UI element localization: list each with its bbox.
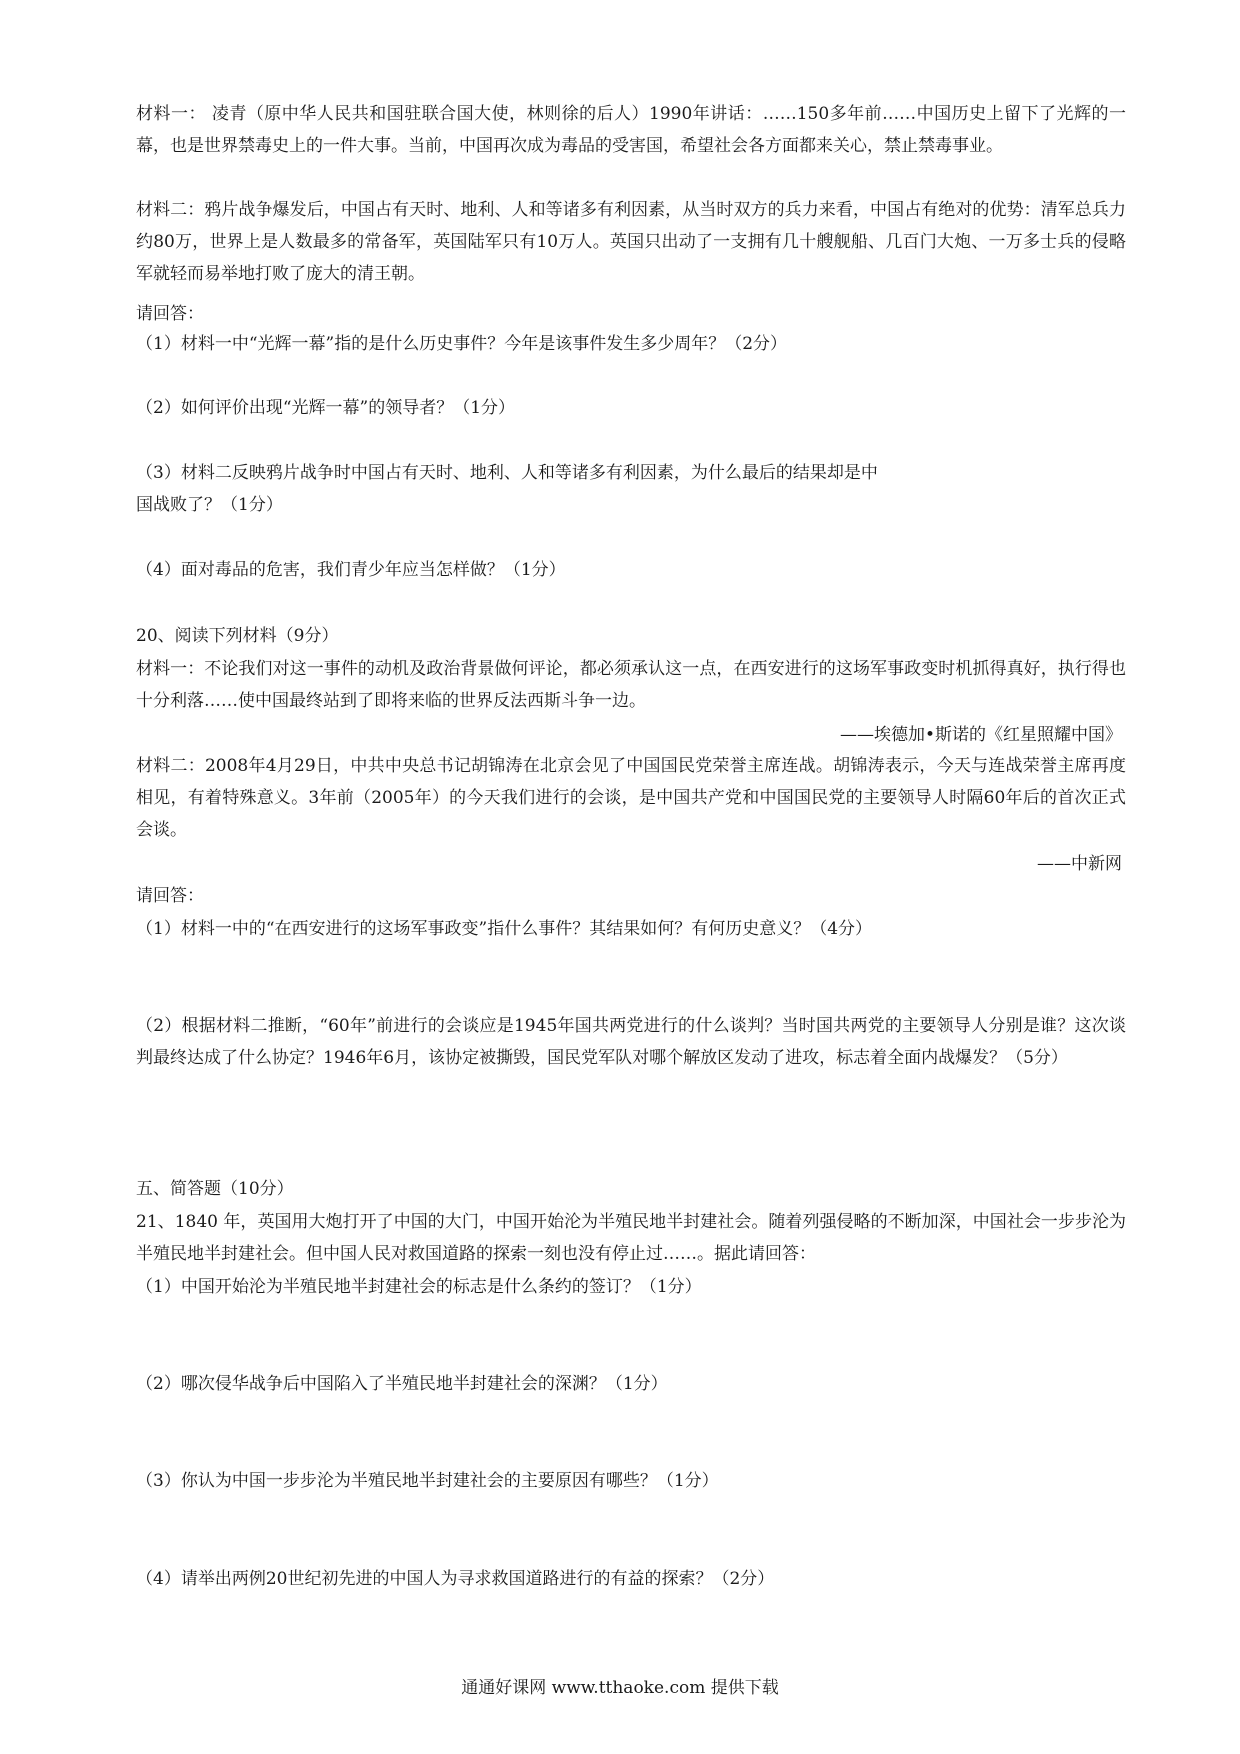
q20-prompt: 请回答：: [136, 886, 204, 906]
q20-question-2: （2）根据材料二推断，“60年”前进行的会谈应是1945年国共两党进行的什么谈判？当时国共两党的主要领导人分别是谁？这次谈判最终达成了什么协定？1946年6月，该协定被撕毁，国民党军队对哪个解放区发动了进攻，标志着全面内战爆发？（5分）: [136, 1016, 1126, 1068]
q21-question-3: （3）你认为中国一步步沦为半殖民地半封建社会的主要原因有哪些？（1分）: [136, 1471, 719, 1491]
q19-question-1: （1）材料一中“光辉一幕”指的是什么历史事件？今年是该事件发生多少周年？（2分）: [136, 334, 788, 354]
q19-material-2: 材料二：鸦片战争爆发后，中国占有天时、地利、人和等诸多有利因素，从当时双方的兵力来看，中国占有绝对的优势：清军总兵力约80万，世界上是人数最多的常备军，英国陆军只有10万人。英国只出动了一支拥有几十艘舰船、几百门大炮、一万多士兵的侵略军就轻而易举地打败了庞大的清王朝。: [136, 200, 1126, 284]
q20-material-1: 材料一：不论我们对这一事件的动机及政治背景做何评论，都必须承认这一点，在西安进行的这场军事政变时机抓得真好，执行得也十分利落……使中国最终站到了即将来临的世界反法西斯斗争一边。: [136, 659, 1126, 711]
q20-material-2: 材料二：2008年4月29日，中共中央总书记胡锦涛在北京会见了中国国民党荣誉主席连战。胡锦涛表示，今天与连战荣誉主席再度相见，有着特殊意义。3年前（2005年）的今天我们进行的会谈，是中国共产党和中国国民党的主要领导人时隔60年后的首次正式会谈。: [136, 756, 1126, 840]
q20-question-1: （1）材料一中的“在西安进行的这场军事政变”指什么事件？其结果如何？有何历史意义？（4分）: [136, 919, 873, 939]
q19-question-3: （3）材料二反映鸦片战争时中国占有天时、地利、人和等诸多有利因素，为什么最后的结果却是中: [136, 463, 878, 483]
section-5-heading: 五、简答题（10分）: [136, 1179, 294, 1199]
q20-source-2: ——中新网: [1037, 854, 1122, 874]
page-footer: 通通好课网 www.tthaoke.com 提供下载: [461, 1678, 779, 1698]
q21-question-2: （2）哪次侵华战争后中国陷入了半殖民地半封建社会的深渊？（1分）: [136, 1374, 668, 1394]
q19-question-3-cont: 国战败了？（1分）: [136, 495, 283, 515]
q21-intro: 21、1840 年，英国用大炮打开了中国的大门，中国开始沦为半殖民地半封建社会。随着列强侵略的不断加深，中国社会一步步沦为半殖民地半封建社会。但中国人民对救国道路的探索一刻也没有停止过……。据此请回答：: [136, 1212, 1126, 1264]
q20-source-1: ——埃德加•斯诺的《红星照耀中国》: [839, 725, 1122, 745]
q19-prompt: 请回答：: [136, 304, 204, 324]
q20-heading: 20、阅读下列材料（9分）: [136, 626, 339, 646]
q19-material-1: 材料一： 凌青（原中华人民共和国驻联合国大使，林则徐的后人）1990年讲话：……150多年前……中国历史上留下了光辉的一幕，也是世界禁毒史上的一件大事。当前，中国再次成为毒品的受害国，希望社会各方面都来关心，禁止禁毒事业。: [136, 104, 1126, 156]
q21-question-4: （4）请举出两例20世纪初先进的中国人为寻求救国道路进行的有益的探索？（2分）: [136, 1569, 775, 1589]
q19-question-2: （2）如何评价出现“光辉一幕”的领导者？（1分）: [136, 398, 516, 418]
q19-question-4: （4）面对毒品的危害，我们青少年应当怎样做？（1分）: [136, 560, 566, 580]
q21-question-1: （1）中国开始沦为半殖民地半封建社会的标志是什么条约的签订？（1分）: [136, 1277, 702, 1297]
